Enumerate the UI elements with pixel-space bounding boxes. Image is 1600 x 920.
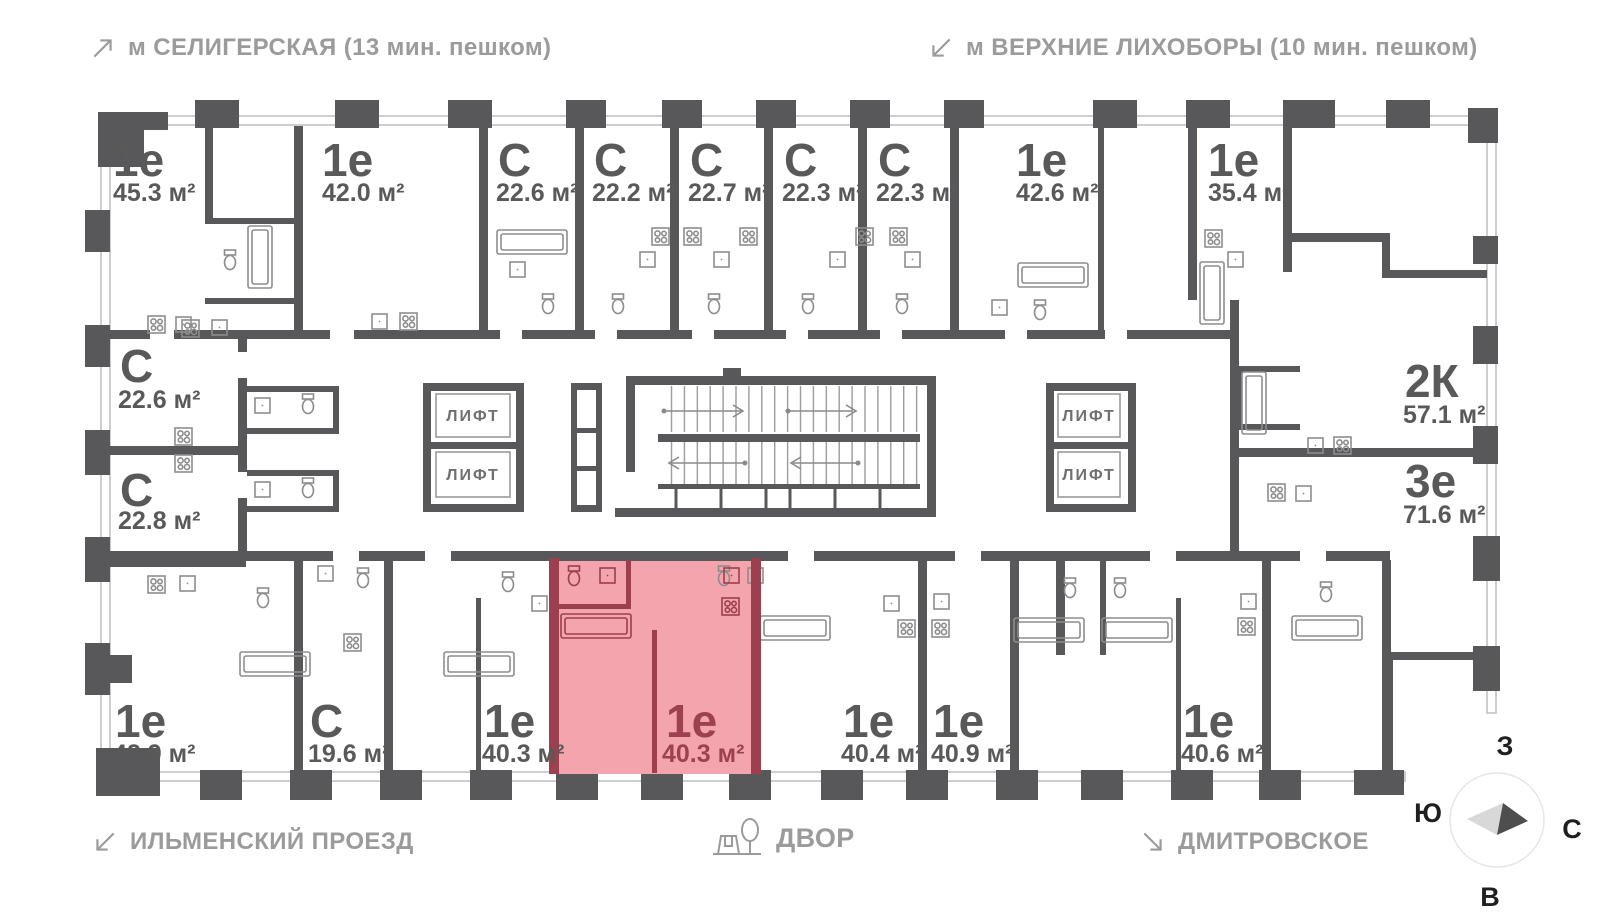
- unit-type: С: [310, 695, 344, 747]
- unit-area: 40.3 м²: [662, 740, 745, 768]
- unit-type: С: [498, 134, 532, 186]
- street-label-text: ДМИТРОВСКОЕ: [1178, 828, 1369, 855]
- lift-label: ЛИФТ: [446, 408, 500, 425]
- unit-type: С: [120, 464, 154, 516]
- unit-s-22-2[interactable]: [592, 134, 674, 207]
- unit-area: 22.6 м²: [496, 179, 579, 207]
- unit-s-22-3-a[interactable]: [782, 134, 864, 207]
- unit-s-22-3-b[interactable]: [876, 134, 958, 207]
- unit-area: 22.2 м²: [592, 179, 675, 207]
- unit-area: 42.6 м²: [1016, 179, 1099, 207]
- stairwell: [660, 386, 918, 508]
- unit-area: 19.6 м²: [308, 740, 391, 768]
- unit-1e-35-4[interactable]: [1208, 134, 1290, 207]
- unit-s-19-6[interactable]: [308, 695, 390, 768]
- unit-area: 40.6 м²: [1181, 740, 1264, 768]
- unit-area: 40.3 м²: [482, 740, 565, 768]
- unit-area: 40.9 м²: [931, 740, 1014, 768]
- unit-type: 2К: [1405, 355, 1459, 407]
- unit-area: 22.3 м²: [876, 179, 959, 207]
- unit-type: 1е: [113, 134, 165, 186]
- compass: [1414, 731, 1582, 912]
- unit-area: 22.6 м²: [118, 386, 201, 414]
- unit-area: 22.3 м²: [782, 179, 865, 207]
- unit-area: 22.7 м²: [688, 179, 771, 207]
- unit-type: 1е: [115, 695, 167, 747]
- lift-label: ЛИФТ: [1062, 467, 1116, 484]
- unit-area: 35.4 м²: [1208, 179, 1291, 207]
- unit-type: 1е: [1183, 695, 1235, 747]
- unit-area: 42.9 м²: [113, 740, 196, 768]
- unit-2k-57-1[interactable]: [1403, 355, 1485, 429]
- unit-type: С: [878, 134, 912, 186]
- lift-label: ЛИФТ: [1062, 408, 1116, 425]
- unit-area: 22.8 м²: [118, 507, 201, 535]
- unit-type: 1е: [843, 695, 895, 747]
- unit-s-22-7[interactable]: [688, 134, 770, 207]
- compass-south: Ю: [1414, 798, 1442, 828]
- unit-type: С: [690, 134, 724, 186]
- unit-type: 1е: [666, 695, 718, 747]
- unit-3e-71-6[interactable]: [1403, 455, 1485, 529]
- unit-type: 1е: [484, 695, 536, 747]
- unit-1e-45-3[interactable]: [113, 134, 195, 207]
- unit-1e-40-6[interactable]: [1181, 695, 1263, 768]
- unit-type: С: [594, 134, 628, 186]
- compass-east: В: [1480, 882, 1500, 912]
- unit-type: 1е: [1016, 134, 1068, 186]
- compass-west: З: [1496, 731, 1514, 761]
- unit-area: 40.4 м²: [841, 740, 924, 768]
- compass-north: С: [1562, 814, 1582, 844]
- unit-1e-42-6[interactable]: [1016, 134, 1098, 207]
- metro-label-text: м ВЕРХНИЕ ЛИХОБОРЫ (10 мин. пешком): [966, 34, 1478, 61]
- unit-type: С: [120, 340, 154, 392]
- unit-1e-42-9[interactable]: [113, 695, 195, 768]
- unit-area: 42.0 м²: [322, 179, 405, 207]
- courtyard-label-text: ДВОР: [776, 822, 855, 853]
- unit-type: 1е: [1208, 134, 1260, 186]
- unit-s-22-8[interactable]: [118, 464, 200, 535]
- unit-1e-40-9[interactable]: [931, 695, 1013, 768]
- unit-area: 45.3 м²: [113, 179, 196, 207]
- unit-1e-42-0[interactable]: [322, 134, 404, 207]
- unit-type: С: [784, 134, 818, 186]
- unit-s-22-6-left[interactable]: [118, 340, 200, 414]
- unit-1e-40-4[interactable]: [841, 695, 923, 768]
- unit-type: 1е: [322, 134, 374, 186]
- unit-area: 71.6 м²: [1403, 501, 1486, 529]
- metro-label-text: м СЕЛИГЕРСКАЯ (13 мин. пешком): [128, 34, 552, 61]
- lift-label: ЛИФТ: [446, 467, 500, 484]
- street-label-text: ИЛЬМЕНСКИЙ ПРОЕЗД: [130, 828, 414, 855]
- unit-type: 3е: [1405, 455, 1457, 507]
- unit-s-22-6-top[interactable]: [496, 134, 578, 207]
- unit-area: 57.1 м²: [1403, 401, 1486, 429]
- unit-type: 1е: [933, 695, 985, 747]
